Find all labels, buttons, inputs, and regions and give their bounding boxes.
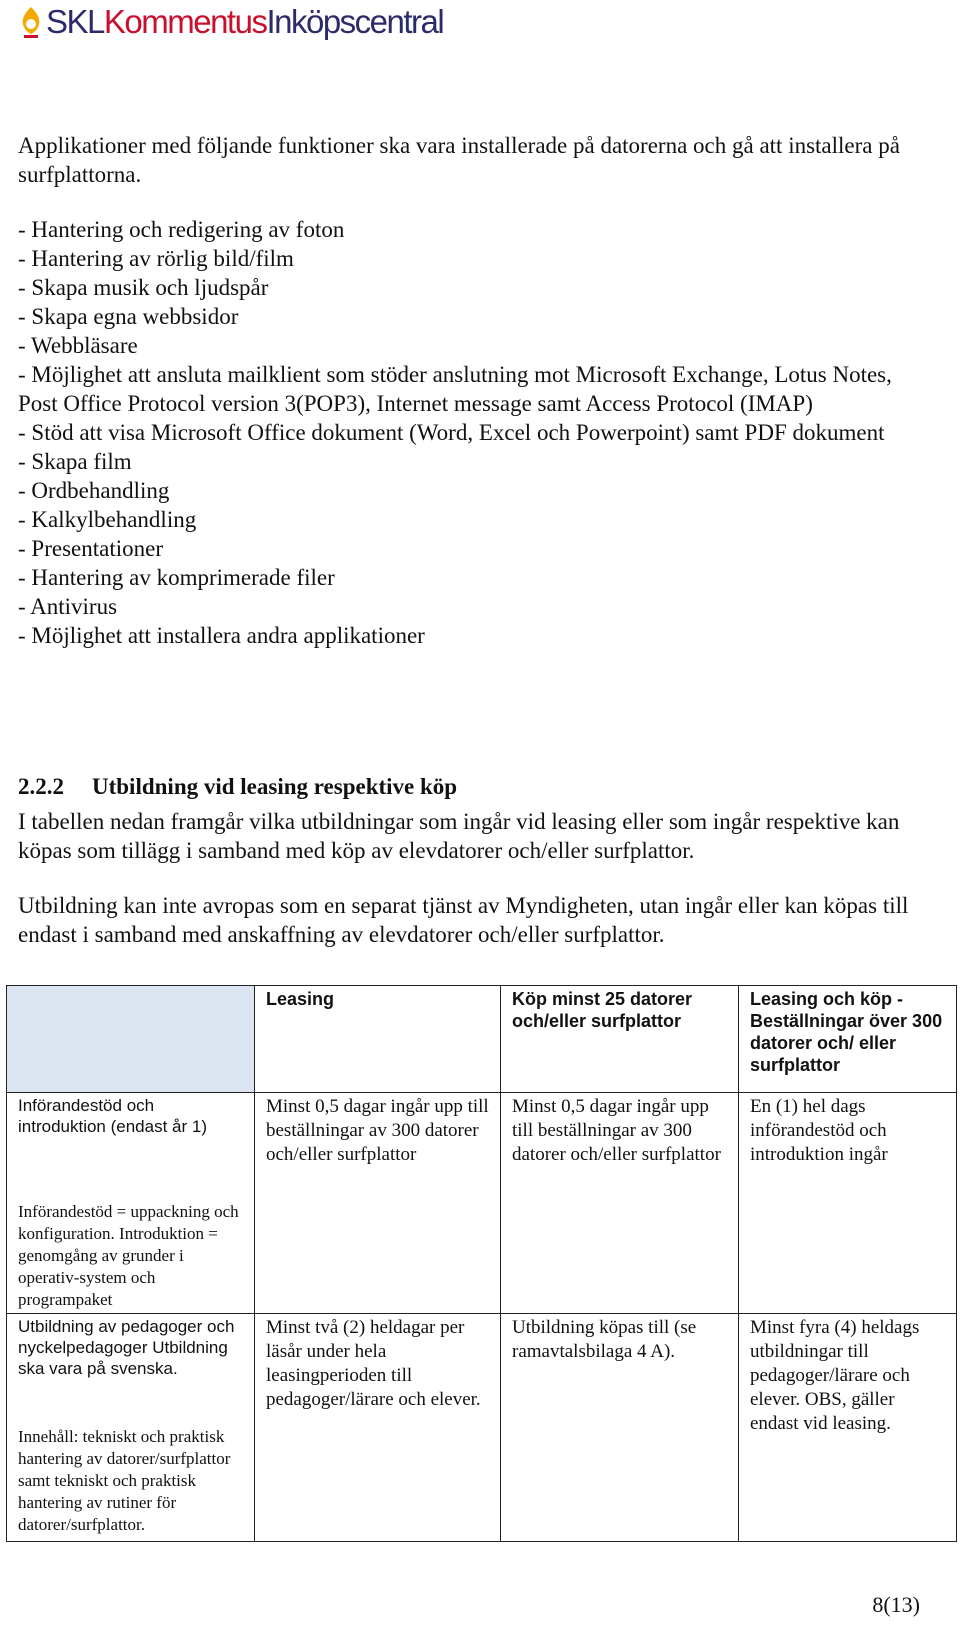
list-item: - Möjlighet att installera andra applikationer: [18, 623, 425, 648]
row-note: Innehåll: tekniskt och praktisk hantering av datorer/surfplattor samt tekniskt och praktisk hantering av rutiner för datorer/surfplattor.: [18, 1427, 231, 1534]
list-item: - Presentationer: [18, 536, 163, 561]
table-cell: Utbildning köpas till (se ramavtalsbilaga 4 A).: [501, 1314, 739, 1542]
row-label-cell: [7, 1093, 255, 1314]
list-item: - Skapa film: [18, 449, 132, 474]
row-label: Införandestöd och introduktion (endast år 1): [18, 1096, 207, 1136]
section-title: Utbildning vid leasing respektive köp: [92, 774, 458, 799]
table-cell: Minst två (2) heldagar per läsår under hela leasingperioden till pedagoger/lärare och elever.: [255, 1314, 501, 1542]
table-row: [7, 1093, 957, 1314]
list-item: - Ordbehandling: [18, 478, 170, 503]
list-item: - Skapa musik och ljudspår: [18, 275, 269, 300]
education-table: [6, 985, 957, 1542]
section-number: 2.2.2: [18, 774, 64, 799]
list-item: - Webbläsare: [18, 333, 138, 358]
list-item: - Möjlighet att ansluta mailklient som stöder anslutning mot Microsoft Exchange, Lotus Notes, Post Office Protocol version 3(POP3), Internet message samt Access Protocol (IMAP): [18, 362, 892, 416]
logo-flame-icon: [18, 5, 44, 39]
logo-text: SKLKommentusInköpscentral: [46, 3, 444, 40]
paragraph-2: Utbildning kan inte avropas som en separat tjänst av Myndigheten, utan ingår eller kan köpas till endast i samband med anskaffning av elevdatorer och/eller surfplattor.: [18, 893, 909, 947]
header-leasing: Leasing: [255, 986, 501, 1093]
row-note: Införandestöd = uppackning och konfiguration. Introduktion = genomgång av grunder i operativ-system och programpaket: [18, 1202, 239, 1309]
list-item: - Antivirus: [18, 594, 118, 619]
list-item: - Skapa egna webbsidor: [18, 304, 239, 329]
table-header-row: [7, 986, 957, 1093]
table-cell: Minst 0,5 dagar ingår upp till beställningar av 300 datorer och/eller surfplattor: [255, 1093, 501, 1314]
list-item: - Kalkylbehandling: [18, 507, 197, 532]
table-corner-cell: [7, 986, 255, 1093]
list-item: - Hantering av komprimerade filer: [18, 565, 335, 590]
table-cell: Minst 0,5 dagar ingår upp till beställningar av 300 datorer och/eller surfplattor: [501, 1093, 739, 1314]
logo: [18, 2, 443, 42]
list-item: - Stöd att visa Microsoft Office dokument (Word, Excel och Powerpoint) samt PDF dokument: [18, 420, 885, 445]
row-label-cell: [7, 1314, 255, 1542]
list-item: - Hantering och redigering av foton: [18, 217, 345, 242]
intro-paragraph: Applikationer med följande funktioner ska vara installerade på datorerna och gå att installera på surfplattorna.: [18, 133, 900, 187]
table-row: [7, 1314, 957, 1542]
row-label: Utbildning av pedagoger och nyckelpedagoger Utbildning ska vara på svenska.: [18, 1317, 235, 1378]
table-cell: En (1) hel dags införandestöd och introduktion ingår: [739, 1093, 957, 1314]
page-number: 8(13): [872, 1592, 920, 1617]
header-leasing-och-kop: Leasing och köp - Beställningar över 300 datorer och/ eller surfplattor: [739, 986, 957, 1093]
table-cell: Minst fyra (4) heldags utbildningar till pedagoger/lärare och elever. OBS, gäller endast vid leasing.: [739, 1314, 957, 1542]
paragraph-1: I tabellen nedan framgår vilka utbildningar som ingår vid leasing eller som ingår respektive kan köpas som tillägg i samband med köp av elevdatorer och/eller surfplattor.: [18, 809, 900, 863]
header-kop: Köp minst 25 datorer och/eller surfplattor: [501, 986, 739, 1093]
list-item: - Hantering av rörlig bild/film: [18, 246, 294, 271]
feature-list: [18, 215, 918, 650]
section-heading: [18, 774, 457, 800]
